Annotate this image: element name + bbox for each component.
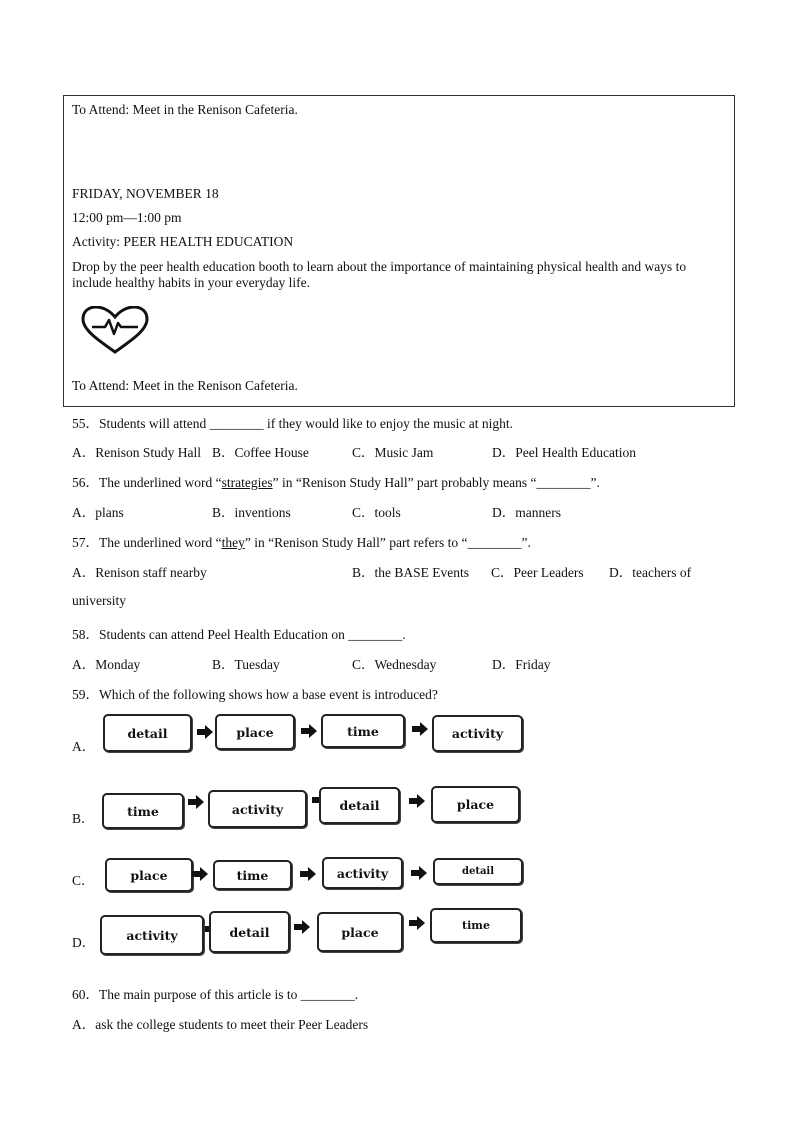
right-arrow-icon bbox=[300, 867, 316, 881]
event-description-line1: Drop by the peer health education booth to learn about the importance of maintaining physical health and ways to bbox=[72, 259, 687, 274]
q59-option-d-flow bbox=[100, 908, 530, 958]
q59-option-b-flow bbox=[100, 785, 530, 835]
q56-option-b: B．inventions bbox=[212, 505, 291, 520]
flow-step: activity bbox=[208, 790, 307, 828]
event-date: FRIDAY, NOVEMBER 18 bbox=[72, 186, 219, 201]
q58-option-b: B．Tuesday bbox=[212, 657, 280, 672]
right-arrow-icon bbox=[409, 916, 425, 930]
q58-option-a: A．Monday bbox=[72, 657, 141, 672]
q59-option-a-flow bbox=[100, 712, 530, 762]
q57-option-b: B．the BASE Events bbox=[352, 565, 469, 580]
q57-option-a: A．Renison staff nearby bbox=[72, 565, 207, 580]
underlined-word-strategies: strategies bbox=[221, 475, 273, 490]
question-58-stem: 58．Students can attend Peel Health Education on ________. bbox=[72, 627, 406, 642]
flow-step: place bbox=[105, 858, 193, 892]
flow-step: activity bbox=[322, 857, 403, 889]
flow-step: time bbox=[321, 714, 405, 748]
flow-step: activity bbox=[100, 915, 204, 955]
flow-step: place bbox=[431, 786, 520, 823]
q58-option-d: D．Friday bbox=[492, 657, 551, 672]
question-56-stem: 56．The underlined word “strategies” in “Renison Study Hall” part probably means “________”. bbox=[72, 475, 600, 490]
event-description-line2: include healthy habits in your everyday life. bbox=[72, 275, 311, 290]
q55-option-a: A．Renison Study Hall bbox=[72, 445, 202, 460]
right-arrow-icon bbox=[412, 722, 428, 736]
q56-option-a: A．plans bbox=[72, 505, 124, 520]
q55-option-d: D．Peel Health Education bbox=[492, 445, 636, 460]
q58-option-c: C．Wednesday bbox=[352, 657, 437, 672]
q57-option-c: C．Peer Leaders bbox=[491, 565, 584, 580]
q57-option-d-continued: university bbox=[72, 593, 126, 608]
right-arrow-icon bbox=[197, 725, 213, 739]
flow-step: detail bbox=[209, 911, 290, 953]
flow-step: place bbox=[317, 912, 403, 952]
attend-location-bottom: To Attend: Meet in the Renison Cafeteria. bbox=[72, 378, 298, 393]
question-57-stem: 57．The underlined word “they” in “Renison Study Hall” part refers to “________”. bbox=[72, 535, 531, 550]
q59-option-c-flow bbox=[100, 855, 530, 905]
q59-option-c-label: C． bbox=[72, 873, 95, 888]
q55-option-c: C．Music Jam bbox=[352, 445, 434, 460]
right-arrow-icon bbox=[411, 866, 427, 880]
q57-option-d: D．teachers of bbox=[609, 565, 692, 580]
attend-location-top: To Attend: Meet in the Renison Cafeteria. bbox=[72, 102, 298, 117]
flow-step: activity bbox=[432, 715, 523, 752]
q59-option-b-label: B． bbox=[72, 811, 95, 826]
heart-pulse-icon bbox=[80, 306, 150, 356]
event-activity: Activity: PEER HEALTH EDUCATION bbox=[72, 234, 294, 249]
q56-option-c: C．tools bbox=[352, 505, 401, 520]
question-59-stem: 59．Which of the following shows how a base event is introduced? bbox=[72, 687, 438, 702]
right-arrow-icon bbox=[192, 867, 208, 881]
q55-option-b: B．Coffee House bbox=[212, 445, 309, 460]
flow-step: detail bbox=[103, 714, 192, 752]
flow-step: time bbox=[102, 793, 184, 829]
event-time: 12:00 pm—1:00 pm bbox=[72, 210, 182, 225]
q59-option-d-label: D． bbox=[72, 935, 96, 950]
question-55-stem: 55．Students will attend ________ if they would like to enjoy the music at night. bbox=[72, 416, 513, 431]
q60-option-a: A．ask the college students to meet their Peer Leaders bbox=[72, 1017, 369, 1032]
notice-box bbox=[63, 95, 735, 407]
right-arrow-icon bbox=[409, 794, 425, 808]
flow-step: detail bbox=[319, 787, 400, 824]
flow-step: detail bbox=[433, 858, 523, 885]
q56-option-d: D．manners bbox=[492, 505, 561, 520]
right-arrow-icon bbox=[294, 920, 310, 934]
flow-step: place bbox=[215, 714, 295, 750]
q59-option-a-label: A． bbox=[72, 739, 96, 754]
right-arrow-icon bbox=[188, 795, 204, 809]
flow-step: time bbox=[430, 908, 522, 943]
flow-step: time bbox=[213, 860, 292, 890]
underlined-word-they: they bbox=[221, 535, 245, 550]
right-arrow-icon bbox=[301, 724, 317, 738]
question-60-stem: 60．The main purpose of this article is to ________. bbox=[72, 987, 359, 1002]
